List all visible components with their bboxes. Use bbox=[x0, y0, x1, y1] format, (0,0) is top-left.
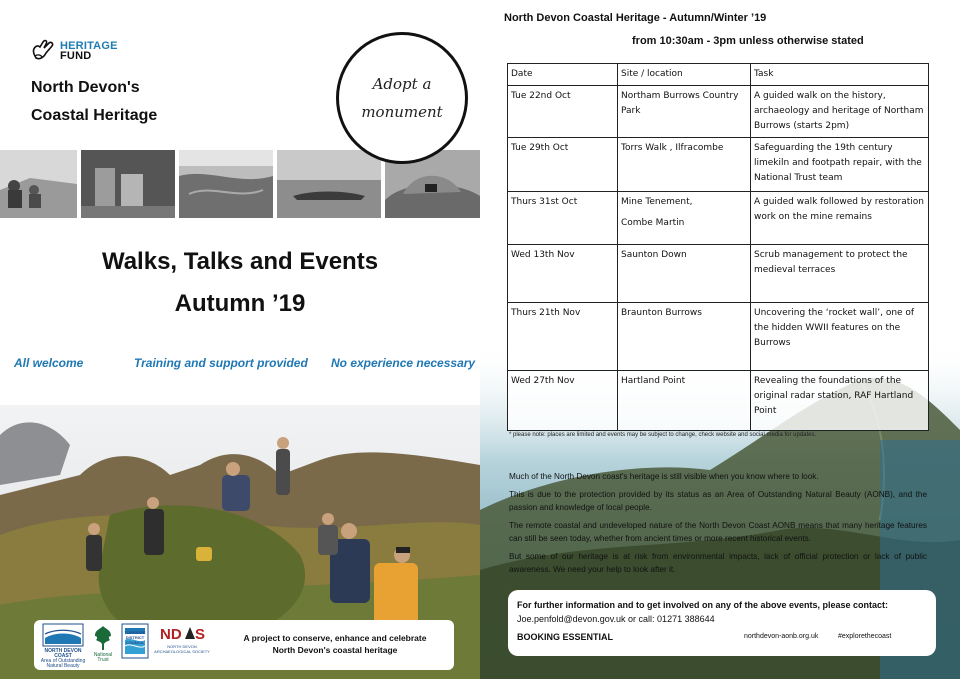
tagline-training: Training and support provided bbox=[134, 356, 308, 370]
hand-logo-icon bbox=[28, 36, 58, 66]
org-title bbox=[31, 74, 211, 130]
schedule-heading: North Devon Coastal Heritage - Autumn/Winter ’19 bbox=[504, 12, 767, 24]
partner-national-trust-name: National Trust bbox=[93, 652, 113, 663]
contact-email-phone[interactable]: Joe.penfold@devon.gov.uk or call: 01271 388644 bbox=[517, 614, 715, 624]
partner-ndas bbox=[154, 624, 210, 654]
heritage-fund-logo bbox=[28, 36, 118, 66]
table-row bbox=[508, 138, 929, 192]
event-site: Hartland Point bbox=[618, 371, 751, 431]
logo-line1: HERITAGE bbox=[60, 40, 118, 52]
footer-project-text bbox=[220, 632, 450, 656]
org-title-line1: North Devon's bbox=[31, 79, 140, 96]
paragraph: Much of the North Devon coast's heritage is still visible when you know where to look. bbox=[509, 472, 819, 481]
header-site: Site / location bbox=[618, 64, 751, 86]
svg-text:ND: ND bbox=[160, 626, 182, 643]
partner-aonb bbox=[40, 624, 86, 669]
partner-torridge bbox=[120, 624, 150, 660]
event-task: Uncovering the ‘rocket wall’, one of the hidden WWII features on the Burrows bbox=[751, 303, 929, 371]
partner-ndas-sub: NORTH DEVON ARCHAEOLOGICAL SOCIETY bbox=[154, 644, 210, 654]
website-link[interactable]: northdevon-aonb.org.uk bbox=[744, 633, 819, 640]
contact-box bbox=[508, 590, 936, 656]
event-task: Safeguarding the 19th century limekiln and footpath repair, with the National Trust team bbox=[751, 138, 929, 192]
footer-text-line2: North Devon's coastal heritage bbox=[272, 645, 398, 655]
footer-text-line1: A project to conserve, enhance and celebrate bbox=[243, 633, 427, 643]
event-site: Braunton Burrows bbox=[618, 303, 751, 371]
intro-text bbox=[509, 470, 927, 581]
event-date: Tue 29th Oct bbox=[508, 138, 618, 192]
partner-aonb-sub: Area of Outstanding Natural Beauty bbox=[40, 658, 86, 669]
event-task: A guided walk followed by restoration work on the mine remains bbox=[751, 192, 929, 245]
partner-torridge-name: TORRIDGE DISTRICT COUNCIL bbox=[124, 630, 146, 645]
table-row bbox=[508, 192, 929, 245]
event-site: Saunton Down bbox=[618, 245, 751, 303]
events-table bbox=[507, 63, 929, 431]
hashtag: #explorethecoast bbox=[838, 633, 892, 640]
event-site: Northam Burrows Country Park bbox=[618, 86, 751, 138]
event-date: Wed 27th Nov bbox=[508, 371, 618, 431]
event-site: Mine Tenement, bbox=[621, 197, 693, 207]
oak-leaf-icon bbox=[91, 624, 115, 650]
paragraph: The remote coastal and undeveloped nature of the North Devon Coast AONB means that many heritage features can still be seen today, whether from ancient times or more recent historical events. bbox=[509, 521, 927, 543]
event-task: Revealing the foundations of the original radar station, RAF Hartland Point bbox=[751, 371, 929, 431]
thumb-photo-2 bbox=[81, 150, 175, 218]
table-row bbox=[508, 245, 929, 303]
table-row bbox=[508, 371, 929, 431]
ndas-logo-icon bbox=[160, 624, 204, 642]
paragraph: This is due to the protection provided by its status as an Area of Outstanding Natural Beauty (AONB), and the passion and knowledge of local people. bbox=[509, 490, 927, 512]
table-row bbox=[508, 86, 929, 138]
event-date: Tue 22nd Oct bbox=[508, 86, 618, 138]
event-date: Thurs 31st Oct bbox=[508, 192, 618, 245]
thumb-photo-4 bbox=[277, 150, 381, 218]
places-note: * please note: places are limited and events may be subject to change, check website and social media for updates. bbox=[509, 432, 817, 438]
thumb-photo-1 bbox=[0, 150, 77, 218]
event-date: Thurs 21th Nov bbox=[508, 303, 618, 371]
event-site-cell bbox=[618, 192, 751, 245]
right-page bbox=[480, 0, 960, 679]
main-title-line1: Walks, Talks and Events bbox=[101, 248, 379, 275]
partner-aonb-name: NORTH DEVON COAST bbox=[44, 648, 82, 659]
booking-essential: BOOKING ESSENTIAL bbox=[517, 632, 614, 642]
event-site: Torrs Walk , Ilfracombe bbox=[618, 138, 751, 192]
partner-national-trust bbox=[88, 624, 118, 663]
header-task: Task bbox=[751, 64, 929, 86]
aonb-logo-icon bbox=[43, 624, 83, 646]
event-site-line2: Combe Martin bbox=[621, 218, 685, 228]
left-page bbox=[0, 0, 480, 679]
contact-intro: For further information and to get involved on any of the above events, please contact: bbox=[517, 600, 889, 610]
main-title-line2: Autumn ’19 bbox=[174, 290, 306, 317]
event-task: A guided walk on the history, archaeology and heritage of Northam Burrows (starts 2pm) bbox=[751, 86, 929, 138]
schedule-subheading: from 10:30am - 3pm unless otherwise stated bbox=[632, 35, 864, 47]
event-task: Scrub management to protect the medieval terraces bbox=[751, 245, 929, 303]
logo-line2: FUND bbox=[60, 50, 92, 62]
event-date: Wed 13th Nov bbox=[508, 245, 618, 303]
thumb-photo-3 bbox=[179, 150, 273, 218]
table-row bbox=[508, 303, 929, 371]
tagline-no-experience: No experience necessary bbox=[331, 356, 476, 370]
tagline-all-welcome: All welcome bbox=[14, 356, 84, 370]
svg-text:S: S bbox=[195, 626, 206, 643]
org-title-line2: Coastal Heritage bbox=[31, 107, 158, 124]
adopt-a-monument-badge: Adopt a monument bbox=[336, 32, 468, 164]
header-date: Date bbox=[508, 64, 618, 86]
table-header-row bbox=[508, 64, 929, 86]
paragraph: But some of our heritage is at risk from environmental impacts, lack of official protection or lack of public awareness. We need your help to look after it. bbox=[509, 552, 927, 574]
partners-footer bbox=[34, 620, 454, 670]
